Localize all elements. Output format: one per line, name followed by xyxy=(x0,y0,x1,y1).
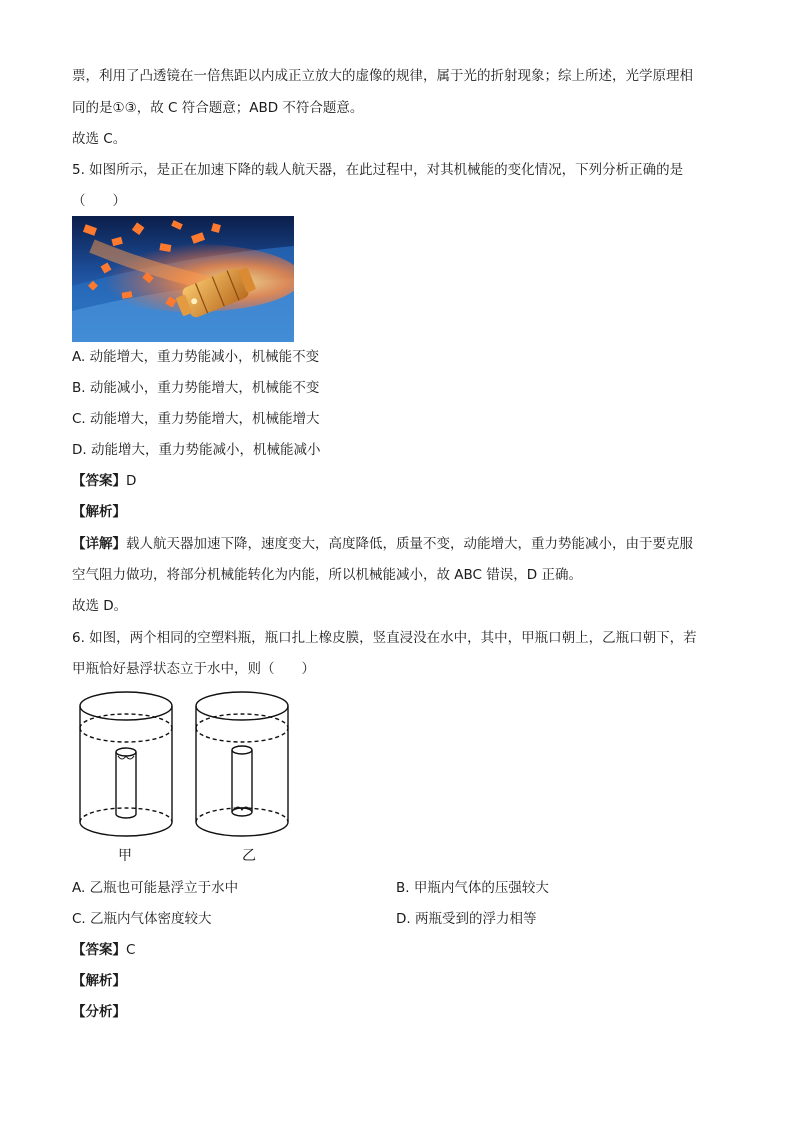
q5-detail-line-2: 空气阻力做功，将部分机械能转化为内能，所以机械能减小，故 ABC 错误，D 正确。 xyxy=(72,567,582,583)
q6-option-b: B. 甲瓶内气体的压强较大 xyxy=(396,880,549,896)
spacecraft-reentry-image xyxy=(72,216,294,342)
prev-explanation-line-2: 同的是①③，故 C 符合题意；ABD 不符合题意。 xyxy=(72,100,364,116)
q6-answer-row xyxy=(72,940,135,960)
q6-stem-line-1: 6. 如图，两个相同的空塑料瓶，瓶口扎上橡皮膜，竖直浸没在水中，其中，甲瓶口朝上，乙瓶口朝下，若 xyxy=(72,630,697,646)
label-yi: 乙 xyxy=(242,848,256,864)
q6-stem-line-2: 甲瓶恰好悬浮状态立于水中，则（ ） xyxy=(72,661,315,677)
q6-option-a: A. 乙瓶也可能悬浮立于水中 xyxy=(72,880,239,896)
q5-option-d: D. 动能增大，重力势能减小，机械能减小 xyxy=(72,442,321,458)
q5-analysis-tag: 【解析】 xyxy=(72,504,126,520)
q5-option-c: C. 动能增大，重力势能增大，机械能增大 xyxy=(72,411,320,427)
prev-conclusion: 故选 C。 xyxy=(72,131,127,147)
q5-answer-value: D xyxy=(126,473,137,489)
q6-analysis-tag: 【解析】 xyxy=(72,973,126,989)
q6-option-c: C. 乙瓶内气体密度较大 xyxy=(72,911,212,927)
q6-answer-value: C xyxy=(126,942,136,958)
q6-option-d: D. 两瓶受到的浮力相等 xyxy=(396,911,537,927)
q6-answer-tag: 【答案】 xyxy=(72,942,126,958)
bottles-figure xyxy=(72,686,312,868)
q5-stem-line-1: 5. 如图所示，是正在加速下降的载人航天器，在此过程中，对其机械能的变化情况，下列分析正确的是 xyxy=(72,162,684,178)
q5-option-b: B. 动能减小，重力势能增大，机械能不变 xyxy=(72,380,320,396)
container-right xyxy=(196,692,288,836)
container-left xyxy=(80,692,172,836)
q5-detail-line-1 xyxy=(72,534,693,554)
q5-detail-text-1: 载人航天器加速下降，速度变大，高度降低，质量不变，动能增大，重力势能减小，由于要克服 xyxy=(126,536,693,552)
q5-answer-row xyxy=(72,471,136,491)
q5-conclusion: 故选 D。 xyxy=(72,598,128,614)
q5-detail-tag: 【详解】 xyxy=(72,536,126,552)
prev-explanation-line-1: 票，利用了凸透镜在一倍焦距以内成正立放大的虚像的规律，属于光的折射现象；综上所述，光学原理相 xyxy=(72,68,693,84)
q5-option-a: A. 动能增大，重力势能减小，机械能不变 xyxy=(72,349,320,365)
q6-fenxi-tag: 【分析】 xyxy=(72,1004,126,1020)
q5-answer-tag: 【答案】 xyxy=(72,473,126,489)
label-jia: 甲 xyxy=(118,848,132,864)
q5-stem-line-2: （ ） xyxy=(72,193,126,209)
